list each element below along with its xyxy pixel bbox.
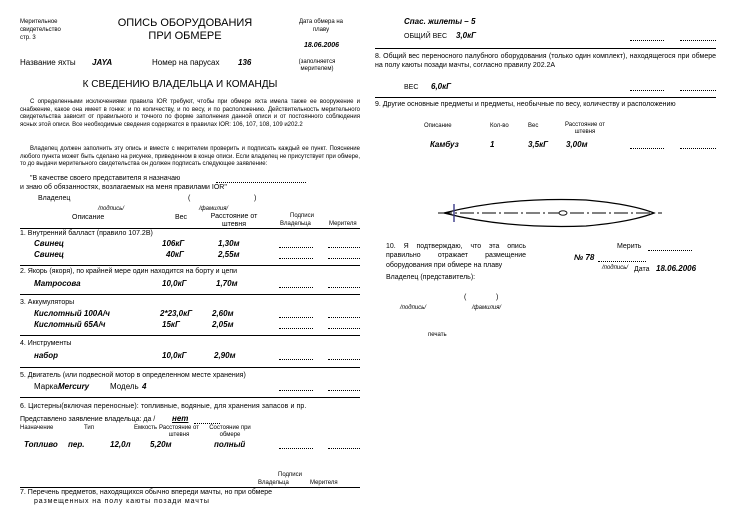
s7-col-signatures: Подписи <box>278 472 302 478</box>
s1-row-1-weight: 106кГ <box>162 239 185 248</box>
tank-col-type: Тип <box>84 425 95 431</box>
s1-row-2-desc: Свинец <box>34 250 64 259</box>
s5-owner-sign <box>279 390 313 391</box>
representative-line <box>216 182 306 183</box>
rule <box>375 97 716 98</box>
section-1-title: 1. Внутренний балласт (правило 107.2В) <box>20 230 153 237</box>
section-8-weight: 6,0кГ <box>431 82 452 91</box>
s3-row-1-measurer-sign <box>328 317 360 318</box>
intro-paragraph-1: С определенными исключениями правила IOR требуют, чтобы при обмере яхта имела также ее вооружение и снабжение, какое она имеет в гонке: и по количеству, и по весу, и по расположению. Действительность мерительного свидетельства зависит от правильного и точного по форме заполнения данной описи и от постоянного соблюдения ясных этой описи. Все необходимые сведения содержатся в правилах IOR: 106, 107, 108, 109 и202.2 <box>20 99 360 128</box>
col-signatures: Подписи <box>290 213 314 219</box>
s4-row-1-dist: 2,90м <box>214 351 236 360</box>
quote-line-1: "В качестве своего представителя я назначаю <box>30 175 181 182</box>
s2-owner-sign <box>279 287 313 288</box>
col-description: Описание <box>72 214 105 221</box>
section-7-title-1: 7. Перечень предметов, находящихся обычно впереди мачты, но при обмере <box>20 489 273 496</box>
rule <box>20 335 360 336</box>
s1-row-1-owner-sign <box>279 247 313 248</box>
s8-measurer-sign <box>680 90 716 91</box>
total-weight-label: ОБЩИЙ ВЕС <box>404 33 448 40</box>
s9-col-count: Кол-во <box>490 123 509 129</box>
rule <box>20 367 360 368</box>
owner-paren-close: ) <box>254 195 257 202</box>
tank-col-distance: Расстояние от штевня <box>158 425 200 438</box>
owner-paren-open: ( <box>188 195 191 202</box>
yacht-name: JAYA <box>92 58 113 67</box>
tank-state: полный <box>214 440 246 449</box>
s9-row-weight: 3,5кГ <box>528 140 549 149</box>
tank-distance: 5,20м <box>150 440 172 449</box>
engine-model-label: Модель <box>110 382 139 391</box>
rule <box>20 487 360 488</box>
s4-measurer-sign <box>328 359 360 360</box>
tank-col-state: Состояние при обмере <box>209 425 251 438</box>
engine-model: 4 <box>142 382 147 391</box>
s1-row-1-measurer-sign <box>328 247 360 248</box>
s3-row-2-dist: 2,05м <box>212 320 234 329</box>
s9-row-desc: Камбуз <box>430 140 459 149</box>
life-vests: Спас. жилеты – 5 <box>404 17 476 26</box>
s3-row-1-desc: Кислотный 100А/ч <box>34 309 110 318</box>
section-6-title: 6. Цистерны(включая переносные): топливные, водяные, для хранения запасов и пр. <box>20 403 307 410</box>
notice-title: К СВЕДЕНИЮ ВЛАДЕЛЬЦА И КОМАНДЫ <box>82 79 278 90</box>
rule <box>375 48 716 49</box>
s9-row-dist: 3,00м <box>566 140 588 149</box>
s3-row-1-dist: 2,60м <box>212 309 234 318</box>
section-3-title: 3. Аккумуляторы <box>20 299 75 306</box>
tank-type: пер. <box>68 440 85 449</box>
tank-col-capacity: Емкость <box>134 425 158 431</box>
s3-row-2-measurer-sign <box>328 328 360 329</box>
s3-row-1-weight: 2*23,0кГ <box>160 309 193 318</box>
section-9-text: 9. Другие основные предметы и предметы, необычные по весу, количеству и расположению <box>375 101 676 108</box>
s9-row-count: 1 <box>490 140 495 149</box>
tank-col-name: Назначение <box>20 425 54 431</box>
section-2-title: 2. Якорь (якоря), по крайней мере один находится на борту и цепи <box>20 268 238 275</box>
s4-owner-sign <box>279 359 313 360</box>
stamp-label: печать <box>428 332 447 338</box>
section-10-text: 10. Я подтверждаю, что эта опись правильно отражает размещение оборудования при обмере на плаву <box>386 243 526 269</box>
col-weight: Вес <box>175 214 188 221</box>
section-7-title-2: размещенных на полу каюты позади мачты <box>34 498 210 505</box>
top-owner-sign <box>630 40 664 41</box>
declaration-value: нет <box>172 414 189 423</box>
s3-row-1-owner-sign <box>279 317 313 318</box>
intro-paragraph-2: Владелец должен заполнить эту опись и вместе с мерителем проверить и подписать каждый ее пункт. Пояснение любого пункта может быть сделано на рисунке, приведенном в конце описи. Если владелец не присутствует при обмере, то до выдачи мерительного свидетельства он должен подписать следующее заявление: <box>20 146 360 168</box>
s9-col-weight: Вес <box>528 123 539 129</box>
date-label: Дата <box>634 266 650 273</box>
measurer-sign-line <box>598 261 646 262</box>
measurer-number: № 78 <box>574 253 595 262</box>
s2-row-1-dist: 1,70м <box>216 279 238 288</box>
hull-plan-diagram <box>436 196 662 230</box>
s6-measurer-sign <box>328 448 360 449</box>
declaration-line <box>194 423 220 424</box>
s7-col-owner: Владельца <box>258 480 289 486</box>
filled-by-measurer: (заполняется мерителем) <box>298 59 336 72</box>
total-weight: 3,0кГ <box>456 31 477 40</box>
rep-surname-label: /фамилия/ <box>472 305 502 311</box>
s4-row-1-desc: набор <box>34 351 59 360</box>
s5-measurer-sign <box>328 390 360 391</box>
col-owner: Владельца <box>280 221 311 227</box>
rep-paren-open: ( <box>464 294 467 301</box>
document-subtitle: ПРИ ОБМЕРЕ <box>148 30 222 42</box>
declaration-label: Представлено заявление владельца: да / <box>20 416 156 423</box>
section-4-title: 4. Инструменты <box>20 340 72 347</box>
rule <box>20 397 360 398</box>
date-value: 18.06.2006 <box>656 264 697 273</box>
s1-row-1-dist: 1,30м <box>218 239 240 248</box>
representative-label: Владелец (представитель): <box>386 274 476 281</box>
s1-row-1-desc: Свинец <box>34 239 64 248</box>
section-8-weight-label: ВЕС <box>404 84 419 91</box>
mast-marker <box>559 211 567 215</box>
s2-row-1-weight: 10,0кГ <box>162 279 187 288</box>
measure-date: 18.06.2006 <box>304 42 340 49</box>
s9-col-description: Описание <box>424 123 452 129</box>
measurer-label: Мерить <box>617 243 642 250</box>
measurer-line <box>648 250 692 251</box>
s9-measurer-sign <box>680 148 716 149</box>
s1-row-2-owner-sign <box>279 258 313 259</box>
s2-measurer-sign <box>328 287 360 288</box>
top-measurer-sign <box>680 40 716 41</box>
s3-row-2-weight: 15кГ <box>162 320 180 329</box>
owner-label: Владелец <box>38 195 71 202</box>
rule <box>20 228 360 229</box>
rule <box>20 265 360 266</box>
tank-capacity: 12,0л <box>110 440 131 449</box>
measure-date-label: Дата обмера на плаву <box>298 19 344 33</box>
certificate-page-label: Мерительное свидетельство стр. 3 <box>20 19 61 41</box>
s4-row-1-weight: 10,0кГ <box>162 351 187 360</box>
s2-row-1-desc: Матросова <box>34 279 81 288</box>
document-title: ОПИСЬ ОБОРУДОВАНИЯ <box>117 17 253 29</box>
quote-line-2: и знаю об обязанностях, возлагаемых на меня правилами IOR" <box>20 184 227 191</box>
owner-surname-label: /фамилия/ <box>199 206 229 212</box>
s1-row-2-measurer-sign <box>328 258 360 259</box>
s8-owner-sign <box>630 90 664 91</box>
s7-col-measurer: Мерителя <box>310 480 338 486</box>
owner-sign-label: /подпись/ <box>98 206 125 212</box>
s9-col-distance: Расстояние от штевня <box>564 122 606 135</box>
rule <box>20 294 360 295</box>
rep-paren-close: ) <box>496 294 499 301</box>
sail-number-label: Номер на парусах <box>152 58 220 67</box>
tank-name: Топливо <box>24 440 58 449</box>
engine-brand-label: Марка <box>34 382 58 391</box>
section-8-text: 8. Общий вес переносного палубного оборудования (только один комплект), находящегося при обмере на полу каюты позади мачты, согласно правилу 202.2А <box>375 53 716 69</box>
s1-row-2-weight: 40кГ <box>166 250 184 259</box>
s3-row-2-owner-sign <box>279 328 313 329</box>
s6-owner-sign <box>279 448 313 449</box>
engine-brand: Mercury <box>58 382 90 391</box>
s3-row-2-desc: Кислотный 65А/ч <box>34 320 106 329</box>
measurer-sign-label: /подпись/ <box>602 265 629 271</box>
s9-owner-sign <box>630 148 664 149</box>
col-distance: Расстояние от штевня <box>210 213 258 228</box>
yacht-name-label: Название яхты <box>20 58 76 67</box>
sail-number: 136 <box>238 58 252 67</box>
col-measurer: Мерителя <box>329 221 357 227</box>
rep-sign-label: /подпись/ <box>400 305 427 311</box>
s1-row-2-dist: 2,55м <box>218 250 240 259</box>
section-5-title: 5. Двигатель (или подвесной мотор в определенном месте хранения) <box>20 372 246 379</box>
